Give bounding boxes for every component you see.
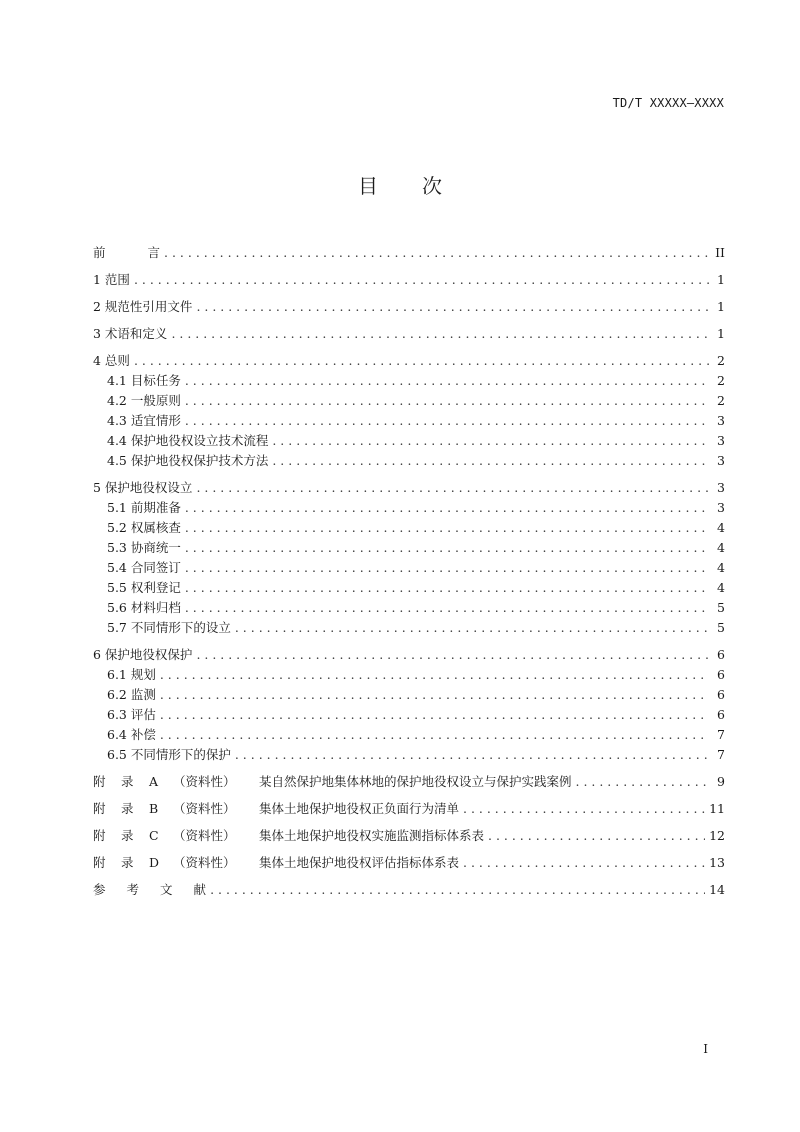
toc-entry[interactable] [93, 498, 725, 518]
title-char-2: 次 [422, 174, 442, 198]
toc-entry[interactable] [93, 371, 725, 391]
dot-leader [210, 880, 705, 900]
toc-entry-page: 2 [717, 373, 725, 388]
toc-entry-label: 2 规范性引用文件 [93, 299, 193, 314]
toc-entry[interactable] [93, 705, 725, 725]
toc-entry-label: 5.5 权利登记 [107, 580, 181, 595]
dot-leader [185, 578, 709, 598]
toc-entry-label: 4.3 适宜情形 [107, 413, 181, 428]
toc-entry-appendix[interactable] [93, 772, 725, 792]
toc-entry[interactable] [93, 297, 725, 317]
dot-leader [160, 725, 709, 745]
toc-entry[interactable] [93, 598, 725, 618]
toc-entry-label: 5.3 协商统一 [107, 540, 181, 555]
toc-entry-label: 附 录 B （资料性） 集体土地保护地役权正负面行为清单 [93, 801, 460, 816]
toc-entry-label: 4.1 目标任务 [107, 373, 181, 388]
dot-leader [196, 478, 709, 498]
toc-entry[interactable] [93, 451, 725, 471]
dot-leader [160, 705, 709, 725]
toc-entry-page: 6 [717, 667, 725, 682]
toc-entry-page: 4 [717, 580, 725, 595]
toc-entry-label: 5 保护地役权设立 [93, 480, 193, 495]
toc-entry-label: 参 考 文 献 [93, 882, 207, 897]
toc-entry-label: 4.5 保护地役权保护技术方法 [107, 453, 269, 468]
toc-entry-page: 3 [717, 480, 725, 495]
toc-entry-page: 1 [717, 326, 725, 341]
dot-leader [235, 745, 709, 765]
dot-leader [185, 371, 709, 391]
toc-entry[interactable] [93, 270, 725, 290]
toc-entry-page: 3 [717, 413, 725, 428]
dot-leader [185, 518, 709, 538]
standard-code: TD/T XXXXX—XXXX [612, 96, 724, 110]
page-title [0, 170, 800, 199]
dot-leader [576, 772, 709, 792]
dot-leader [488, 826, 705, 846]
dot-leader [196, 297, 709, 317]
dot-leader [134, 270, 709, 290]
toc-entry[interactable] [93, 351, 725, 371]
toc-entry-page: 4 [717, 540, 725, 555]
toc-entry-page: 1 [717, 299, 725, 314]
toc-entry-page: 7 [717, 747, 725, 762]
dot-leader [134, 351, 709, 371]
dot-leader [160, 665, 709, 685]
toc-entry-label: 4.4 保护地役权设立技术流程 [107, 433, 269, 448]
toc-entry[interactable] [93, 725, 725, 745]
dot-leader [185, 558, 709, 578]
page-number: I [703, 1042, 708, 1056]
toc-entry-label: 5.2 权属核查 [107, 520, 181, 535]
table-of-contents [93, 243, 725, 900]
dot-leader [272, 431, 709, 451]
toc-entry-page: 6 [717, 707, 725, 722]
toc-entry-appendix[interactable] [93, 799, 725, 819]
toc-entry-label: 6.5 不同情形下的保护 [107, 747, 231, 762]
toc-entry[interactable] [93, 665, 725, 685]
dot-leader [272, 451, 709, 471]
toc-entry-page: 6 [717, 687, 725, 702]
toc-entry-label: 5.1 前期准备 [107, 500, 181, 515]
dot-leader [164, 243, 709, 263]
toc-entry-page: 9 [717, 774, 725, 789]
toc-entry-page: 2 [717, 353, 725, 368]
toc-entry-page: 14 [709, 882, 725, 897]
dot-leader [171, 324, 709, 344]
toc-entry-page: 3 [717, 433, 725, 448]
toc-entry-label: 6 保护地役权保护 [93, 647, 193, 662]
toc-entry-page: 1 [717, 272, 725, 287]
toc-entry[interactable] [93, 745, 725, 765]
toc-entry[interactable] [93, 645, 725, 665]
toc-entry-appendix[interactable] [93, 826, 725, 846]
toc-entry-page: 5 [717, 600, 725, 615]
toc-entry[interactable] [93, 431, 725, 451]
dot-leader [185, 498, 709, 518]
toc-entry-page: 4 [717, 560, 725, 575]
toc-entry[interactable] [93, 538, 725, 558]
title-char-1: 目 [358, 174, 378, 198]
toc-entry-label: 5.4 合同签订 [107, 560, 181, 575]
dot-leader [185, 598, 709, 618]
toc-entry[interactable] [93, 411, 725, 431]
dot-leader [196, 645, 709, 665]
toc-entry-page: 5 [717, 620, 725, 635]
toc-entry-page: 13 [709, 855, 725, 870]
toc-entry-page: 4 [717, 520, 725, 535]
toc-entry[interactable] [93, 478, 725, 498]
toc-entry-appendix[interactable] [93, 853, 725, 873]
dot-leader [185, 391, 709, 411]
toc-entry-label: 附 录 A （资料性） 某自然保护地集体林地的保护地役权设立与保护实践案例 [93, 774, 572, 789]
toc-entry[interactable] [93, 518, 725, 538]
toc-entry-label: 6.2 监测 [107, 687, 156, 702]
dot-leader [185, 411, 709, 431]
toc-entry-label: 5.6 材料归档 [107, 600, 181, 615]
toc-entry-label: 附 录 C （资料性） 集体土地保护地役权实施监测指标体系表 [93, 828, 485, 843]
dot-leader [463, 799, 705, 819]
toc-entry-page: 3 [717, 453, 725, 468]
toc-entry-page: 6 [717, 647, 725, 662]
toc-entry-references[interactable] [93, 880, 725, 900]
toc-entry-label: 1 范围 [93, 272, 130, 287]
toc-entry[interactable] [93, 324, 725, 344]
toc-entry-label: 3 术语和定义 [93, 326, 168, 341]
toc-entry-page: 3 [717, 500, 725, 515]
dot-leader [160, 685, 709, 705]
toc-entry-page: II [715, 245, 725, 260]
toc-entry-label: 6.1 规划 [107, 667, 156, 682]
toc-entry[interactable] [93, 558, 725, 578]
toc-entry-label: 6.3 评估 [107, 707, 156, 722]
toc-entry-page: 2 [717, 393, 725, 408]
toc-entry-label: 6.4 补偿 [107, 727, 156, 742]
toc-entry-label: 5.7 不同情形下的设立 [107, 620, 231, 635]
toc-entry[interactable] [93, 391, 725, 411]
dot-leader [185, 538, 709, 558]
toc-entry-label: 附 录 D （资料性） 集体土地保护地役权评估指标体系表 [93, 855, 460, 870]
toc-entry-page: 7 [717, 727, 725, 742]
dot-leader [235, 618, 709, 638]
toc-entry[interactable] [93, 685, 725, 705]
toc-entry[interactable] [93, 578, 725, 598]
toc-entry-label: 4 总则 [93, 353, 130, 368]
toc-entry[interactable] [93, 618, 725, 638]
toc-entry-preface[interactable] [93, 243, 725, 263]
toc-entry-page: 11 [709, 801, 725, 816]
toc-entry-label: 前 言 [93, 245, 161, 260]
toc-entry-page: 12 [709, 828, 725, 843]
toc-entry-label: 4.2 一般原则 [107, 393, 181, 408]
dot-leader [463, 853, 705, 873]
